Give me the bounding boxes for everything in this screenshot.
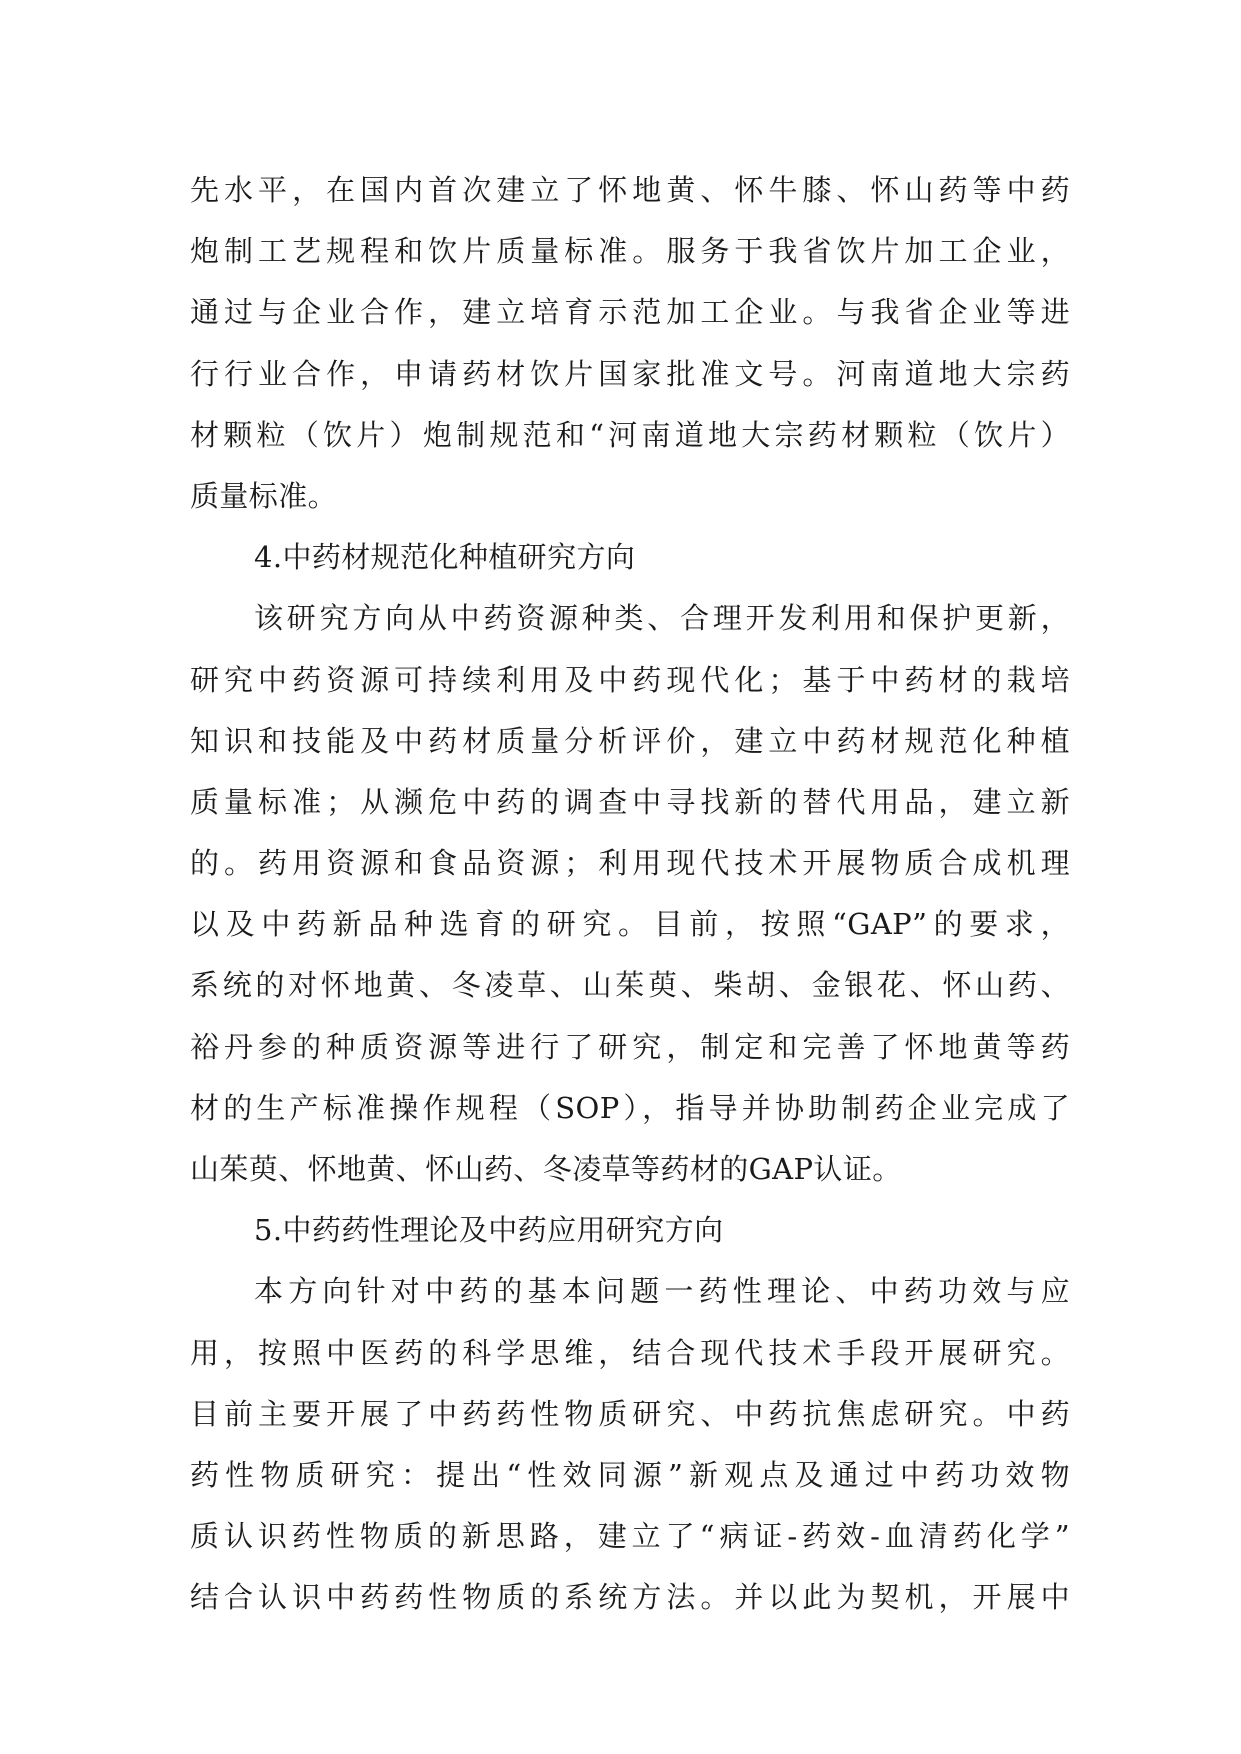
paragraph-line: 目前主要开展了中药药性物质研究、中药抗焦虑研究。中药 <box>190 1396 1070 1431</box>
paragraph-line: 通过与企业合作，建立培育示范加工企业。与我省企业等进 <box>190 295 1070 330</box>
paragraph-line: 质认识药性物质的新思路，建立了“病证-药效-血清药化学” <box>190 1519 1070 1554</box>
paragraph-line: 药性物质研究：提出“性效同源”新观点及通过中药功效物 <box>190 1457 1070 1492</box>
body-text <box>190 160 1070 1629</box>
paragraph-line: 质量标准。 <box>190 478 338 513</box>
paragraph-line: 以及中药新品种选育的研究。目前，按照“GAP”的要求， <box>190 907 1070 942</box>
section-heading: 5.中药药性理论及中药应用研究方向 <box>254 1213 724 1248</box>
paragraph-line: 炮制工艺规程和饮片质量标准。服务于我省饮片加工企业， <box>190 234 1070 269</box>
paragraph-line: 行行业合作，申请药材饮片国家批准文号。河南道地大宗药 <box>190 356 1070 391</box>
paragraph-line: 用，按照中医药的科学思维，结合现代技术手段开展研究。 <box>190 1335 1070 1370</box>
paragraph-line: 裕丹参的种质资源等进行了研究，制定和完善了怀地黄等药 <box>190 1029 1070 1064</box>
paragraph-line: 该研究方向从中药资源种类、合理开发利用和保护更新， <box>254 601 1070 636</box>
paragraph-line: 材的生产标准操作规程（SOP），指导并协助制药企业完成了 <box>190 1090 1070 1125</box>
paragraph-line: 结合认识中药药性物质的系统方法。并以此为契机，开展中 <box>190 1580 1070 1615</box>
paragraph-line: 材颗粒（饮片）炮制规范和“河南道地大宗药材颗粒（饮片） <box>190 417 1070 452</box>
paragraph-line: 的。药用资源和食品资源；利用现代技术开展物质合成机理 <box>190 846 1070 881</box>
section-heading: 4.中药材规范化种植研究方向 <box>254 540 636 575</box>
paragraph-line: 质量标准；从濒危中药的调查中寻找新的替代用品，建立新 <box>190 784 1070 819</box>
paragraph-line: 系统的对怀地黄、冬凌草、山茱萸、柴胡、金银花、怀山药、 <box>190 968 1070 1003</box>
paragraph-line: 山茱萸、怀地黄、怀山药、冬凌草等药材的GAP认证。 <box>190 1152 902 1186</box>
paragraph-line: 研究中药资源可持续利用及中药现代化；基于中药材的栽培 <box>190 662 1070 697</box>
paragraph-line: 知识和技能及中药材质量分析评价，建立中药材规范化种植 <box>190 723 1070 758</box>
paragraph-line: 先水平，在国内首次建立了怀地黄、怀牛膝、怀山药等中药 <box>190 173 1070 207</box>
paragraph-line: 本方向针对中药的基本问题一药性理论、中药功效与应 <box>254 1274 1070 1309</box>
